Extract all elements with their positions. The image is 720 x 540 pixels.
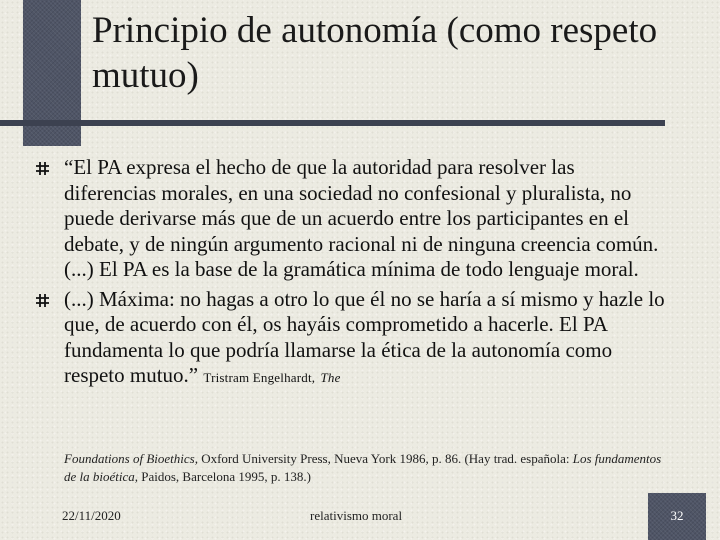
footer-title: relativismo moral <box>310 508 403 523</box>
hash-bullet-icon <box>36 162 49 175</box>
citation-book-title: Foundations of Bioethics, <box>64 451 198 466</box>
title-rule <box>0 120 665 126</box>
bullet-text: (...) Máxima: no hagas a otro lo que él no se haría a sí mismo y hazle lo que, de acuerdo con él, os hayáis comprometido a hacerle. El PA fundamenta lo que podría llamarse la ética de la autonomía como respeto mutuo.” <box>64 286 665 387</box>
citation-translation-publisher: Paidos, Barcelona 1995, p. 138.) <box>141 469 311 484</box>
bullet-item-2 <box>30 287 670 391</box>
bullet-list <box>30 155 670 391</box>
bullet-text: “El PA expresa el hecho de que la autoridad para resolver las diferencias morales, en una sociedad no confesional y pluralista, no puede derivarse más que de un acuerdo entre los participantes en el debate, y de ningún argumento racional ni de ninguna creencia común. (...) El PA es la base de la gramática mínima de todo lenguaje moral. <box>64 155 659 281</box>
bullet-item-1 <box>30 155 670 283</box>
page-number-box <box>648 493 706 540</box>
citation-publisher: Oxford University Press, Nueva York 1986, p. 86. (Hay trad. española: <box>201 451 570 466</box>
hash-bullet-icon <box>36 294 49 307</box>
citation-continuation <box>64 450 664 486</box>
citation-translation-title: Los fundamentos de la bioética, <box>64 451 662 484</box>
citation-book-start: The <box>320 370 341 385</box>
slide-title: Principio de autonomía (como respeto mutuo) <box>92 10 658 96</box>
page-number: 32 <box>670 508 684 523</box>
footer-date: 22/11/2020 <box>62 508 121 523</box>
citation-author: Tristram Engelhardt, <box>203 370 316 385</box>
